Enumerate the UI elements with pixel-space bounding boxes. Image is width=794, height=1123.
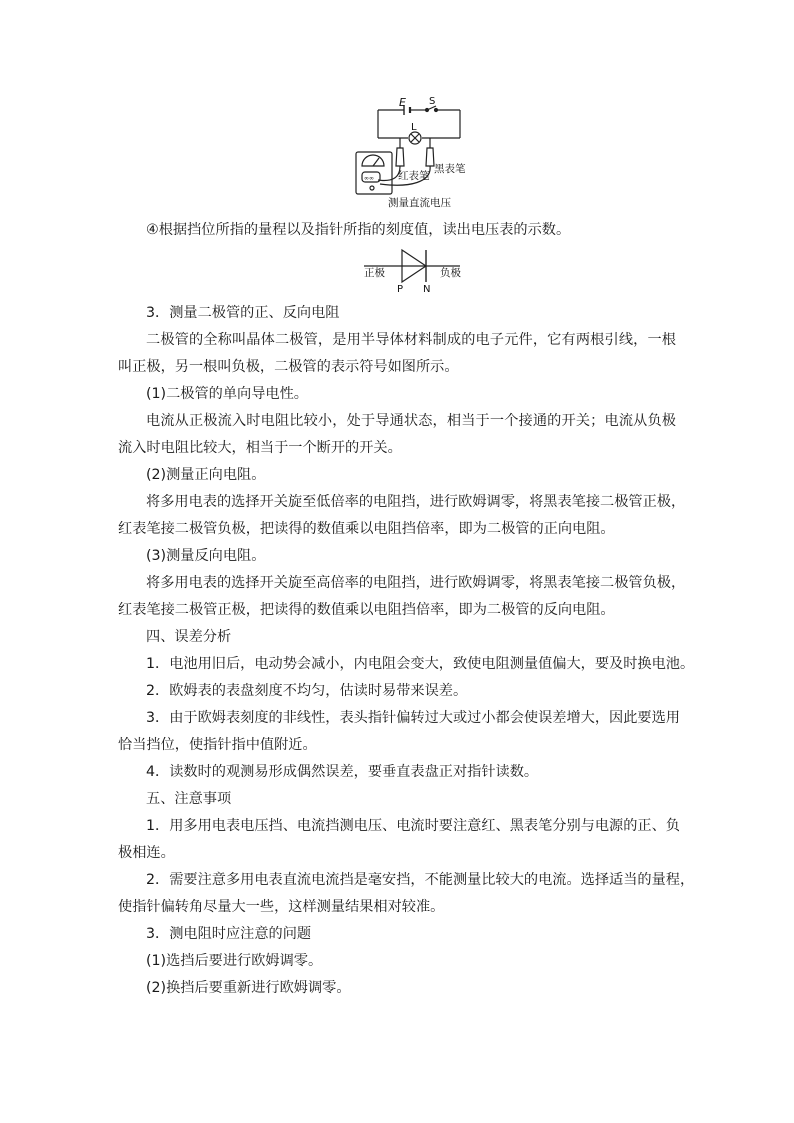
n-label: N <box>423 284 431 295</box>
figure1-caption: 测量直流电压 <box>388 197 451 209</box>
switch-label: S <box>429 96 436 107</box>
red-probe-label: 红表笔 <box>398 170 430 182</box>
note-item2-line2: 使指针偏转角尽量大一些，这样测量结果相对较准。 <box>118 899 445 915</box>
note-item1-line1: 1．用多用电表电压挡、电流挡测电压、电流时要注意红、黑表笔分别与电源的正、负 <box>146 818 680 834</box>
diode-symbol-figure <box>0 245 794 295</box>
error-item1: 1．电池用旧后，电动势会减小，内电阻会变大，致使电阻测量值偏大，要及时换电池。 <box>146 656 695 672</box>
section3-intro-line1: 二极管的全称叫晶体二极管，是用半导体材料制成的电子元件，它有两根引线，一根 <box>146 332 676 348</box>
section4-heading: 四、误差分析 <box>146 629 232 645</box>
note-item3-sub1: (1)选挡后要进行欧姆调零。 <box>146 953 323 969</box>
meter-dial-label: ∞∞ <box>364 175 374 182</box>
error-item2: 2．欧姆表的表盘刻度不均匀，估读时易带来误差。 <box>146 683 468 699</box>
error-item3-line1: 3．由于欧姆表刻度的非线性，表头指针偏转过大或过小都会使误差增大，因此要选用 <box>146 710 680 726</box>
error-item3-line2: 恰当挡位，使指针指中值附近。 <box>118 737 317 753</box>
p-label: P <box>397 284 404 295</box>
positive-pole-label: 正极 <box>364 267 385 279</box>
diode-symbol-diagram <box>0 245 794 295</box>
note-item3-sub2: (2)换挡后要重新进行欧姆调零。 <box>146 980 351 996</box>
sub3-line2: 红表笔接二极管正极，把读得的数值乘以电阻挡倍率，即为二极管的反向电阻。 <box>118 602 615 618</box>
sub1-title: (1)二极管的单向导电性。 <box>146 386 308 402</box>
black-probe-label: 黑表笔 <box>434 163 466 175</box>
note-item2-line1: 2．需要注意多用电表直流电流挡是毫安挡，不能测量比较大的电流。选择适当的量程， <box>146 872 695 888</box>
error-item4: 4．读数时的观测易形成偶然误差，要垂直表盘正对指针读数。 <box>146 764 539 780</box>
emf-label: E <box>399 96 406 109</box>
step4-text: ④根据挡位所指的量程以及指针所指的刻度值，读出电压表的示数。 <box>146 222 571 238</box>
section3-heading: 3．测量二极管的正、反向电阻 <box>146 305 340 321</box>
sub2-title: (2)测量正向电阻。 <box>146 467 266 483</box>
sub1-line1: 电流从正极流入时电阻比较小，处于导通状态，相当于一个接通的开关；电流从负极 <box>146 413 676 429</box>
sub3-title: (3)测量反向电阻。 <box>146 548 266 564</box>
note-item1-line2: 极相连。 <box>118 845 175 861</box>
dc-voltage-circuit-figure <box>0 92 794 210</box>
dc-voltage-circuit-diagram <box>0 92 794 210</box>
sub2-line2: 红表笔接二极管负极，把读得的数值乘以电阻挡倍率，即为二极管的正向电阻。 <box>118 521 615 537</box>
section3-intro-line2: 叫正极，另一根叫负极，二极管的表示符号如图所示。 <box>118 359 459 375</box>
sub2-line1: 将多用电表的选择开关旋至低倍率的电阻挡，进行欧姆调零，将黑表笔接二极管正极， <box>146 494 686 510</box>
sub3-line1: 将多用电表的选择开关旋至高倍率的电阻挡，进行欧姆调零，将黑表笔接二极管负极， <box>146 575 686 591</box>
lamp-label: L <box>411 122 417 133</box>
sub1-line2: 流入时电阻比较大，相当于一个断开的开关。 <box>118 440 402 456</box>
section5-heading: 五、注意事项 <box>146 791 232 807</box>
note-item3: 3．测电阻时应注意的问题 <box>146 926 312 942</box>
negative-pole-label: 负极 <box>440 267 461 279</box>
